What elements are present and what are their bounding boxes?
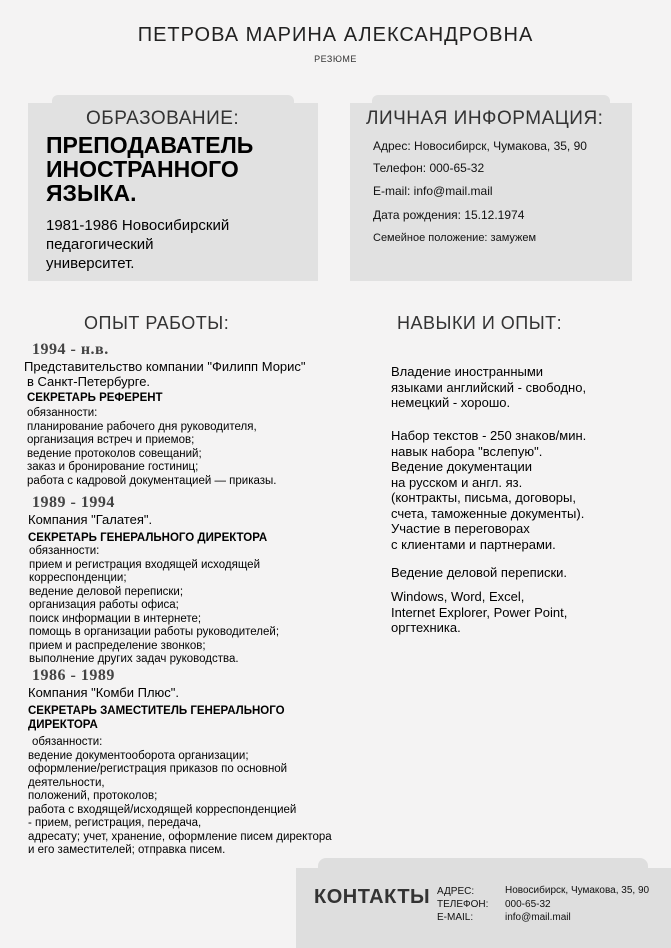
job-role: СЕКРЕТАРЬ РЕФЕРЕНТ xyxy=(27,392,163,404)
skills-block xyxy=(391,428,631,552)
contacts-email-value: info@mail.mail xyxy=(505,912,571,923)
resume-name: ПЕТРОВА МАРИНА АЛЕКСАНДРОВНА xyxy=(137,24,534,46)
skill-line: (контракты, письма, договоры, xyxy=(391,490,576,505)
job-duty: организация работы офиса; xyxy=(29,599,179,611)
skills-block xyxy=(391,364,631,411)
skill-line: навык набора "вслепую". xyxy=(391,443,543,459)
job-duty: адресату; учет, хранение, оформление писем директора xyxy=(28,830,332,843)
job-duty: положений, протоколов; xyxy=(28,790,158,802)
job-role: ДИРЕКТОРА xyxy=(28,719,98,731)
skill-line: языками английский - свободно, xyxy=(391,379,587,395)
job-duty: деятельности, xyxy=(28,776,105,789)
personal-title: ЛИЧНАЯ ИНФОРМАЦИЯ: xyxy=(366,108,604,129)
job-duty: организация встреч и приемов; xyxy=(27,434,195,446)
skill-line: с клиентами и партнерами. xyxy=(391,536,556,552)
contacts-address-value: Новосибирск, Чумакова, 35, 90 xyxy=(505,885,650,896)
job-years: 1989 - 1994 xyxy=(32,494,115,511)
experience-job xyxy=(24,341,344,488)
skill-line: счета, таможенные документы). xyxy=(391,505,585,521)
job-duty: работа с входящей/исходящей корреспонденцией xyxy=(28,803,297,816)
skill-line: Владение иностранными xyxy=(391,364,544,379)
resume-subtitle: РЕЗЮМЕ xyxy=(314,54,357,64)
contacts-phone-label: ТЕЛЕФОН: xyxy=(437,899,489,910)
skill-line: Ведение документации xyxy=(391,459,533,474)
contacts-address-label: АДРЕС: xyxy=(437,886,475,897)
job-duty: прием и регистрация входящей исходящей xyxy=(29,558,260,571)
job-company: Представительство компании "Филипп Морис" xyxy=(24,359,306,374)
education-detail-line: 1981-1986 Новосибирский xyxy=(46,217,230,234)
job-duty: и его заместителей; отправка писем. xyxy=(28,844,226,856)
personal-phone: Телефон: 000-65-32 xyxy=(373,161,485,175)
education-position-line: ЯЗЫКА. xyxy=(46,180,137,206)
personal-birth: Дата рождения: 15.12.1974 xyxy=(373,208,525,222)
skill-line: Windows, Word, Excel, xyxy=(391,589,525,604)
job-duty: обязанности: xyxy=(32,736,103,748)
skill-line: Ведение деловой переписки. xyxy=(391,565,568,580)
skill-line: оргтехника. xyxy=(391,620,461,635)
skill-line: Набор текстов - 250 знаков/мин. xyxy=(391,428,587,443)
personal-marital: Семейное положение: замужем xyxy=(373,232,537,244)
job-duty: выполнение других задач руководства. xyxy=(29,653,239,665)
skills-block xyxy=(391,565,631,581)
job-company: в Санкт-Петербурге. xyxy=(27,374,151,389)
job-duty: - прием, регистрация, передача, xyxy=(28,817,202,829)
job-duty: планирование рабочего дня руководителя, xyxy=(27,420,257,433)
skills-block xyxy=(391,589,631,636)
contacts-email-label: E-MAIL: xyxy=(437,912,474,923)
personal-panel-cap xyxy=(372,95,610,107)
education-position-line: ПРЕПОДАВАТЕЛЬ xyxy=(46,132,254,158)
skill-line: немецкий - хорошо. xyxy=(391,395,511,410)
experience-title: ОПЫТ РАБОТЫ: xyxy=(84,313,230,333)
job-duty: обязанности: xyxy=(27,407,98,419)
skill-line: Участие в переговорах xyxy=(391,521,530,536)
job-duty: прием и распределение звонков; xyxy=(29,639,206,652)
job-duty: поиск информации в интернете; xyxy=(29,612,202,625)
education-position xyxy=(46,133,306,205)
job-duty: оформление/регистрация приказов по основной xyxy=(28,763,288,775)
education-panel-cap xyxy=(52,95,294,107)
experience-job xyxy=(24,494,344,667)
personal-email: E-mail: info@mail.mail xyxy=(373,184,493,198)
job-duty: ведение документооборота организации; xyxy=(28,749,249,762)
job-years: 1986 - 1989 xyxy=(32,667,115,684)
job-duty: ведение деловой переписки; xyxy=(29,585,184,598)
job-role: СЕКРЕТАРЬ ЗАМЕСТИТЕЛЬ ГЕНЕРАЛЬНОГО xyxy=(28,705,285,717)
skill-line: Internet Explorer, Power Point, xyxy=(391,604,568,620)
skills-title: НАВЫКИ И ОПЫТ: xyxy=(397,313,563,333)
education-detail-line: педагогический xyxy=(46,236,154,253)
job-duty: работа с кадровой документацией — приказы. xyxy=(27,474,277,487)
education-details xyxy=(46,216,306,273)
personal-address: Адрес: Новосибирск, Чумакова, 35, 90 xyxy=(373,139,587,153)
contacts-phone-value: 000-65-32 xyxy=(505,899,551,910)
job-duty: обязанности: xyxy=(29,545,100,557)
job-company: Компания "Галатея". xyxy=(28,512,153,527)
job-duty: помощь в организации работы руководителей; xyxy=(29,626,280,638)
job-role: СЕКРЕТАРЬ ГЕНЕРАЛЬНОГО ДИРЕКТОРА xyxy=(28,532,268,544)
job-company: Компания "Комби Плюс". xyxy=(28,685,180,700)
education-position-line: ИНОСТРАННОГО xyxy=(46,156,239,182)
skill-line: на русском и англ. яз. xyxy=(391,474,523,490)
job-duty: ведение протоколов совещаний; xyxy=(27,447,202,460)
experience-job xyxy=(24,667,354,858)
education-title: ОБРАЗОВАНИЕ: xyxy=(86,108,240,129)
contacts-title: КОНТАКТЫ xyxy=(314,886,431,908)
education-detail-line: университет. xyxy=(46,255,135,272)
job-duty: заказ и бронирование гостиниц; xyxy=(27,461,199,473)
job-years: 1994 - н.в. xyxy=(32,341,109,358)
job-duty: корреспонденции; xyxy=(29,572,127,584)
